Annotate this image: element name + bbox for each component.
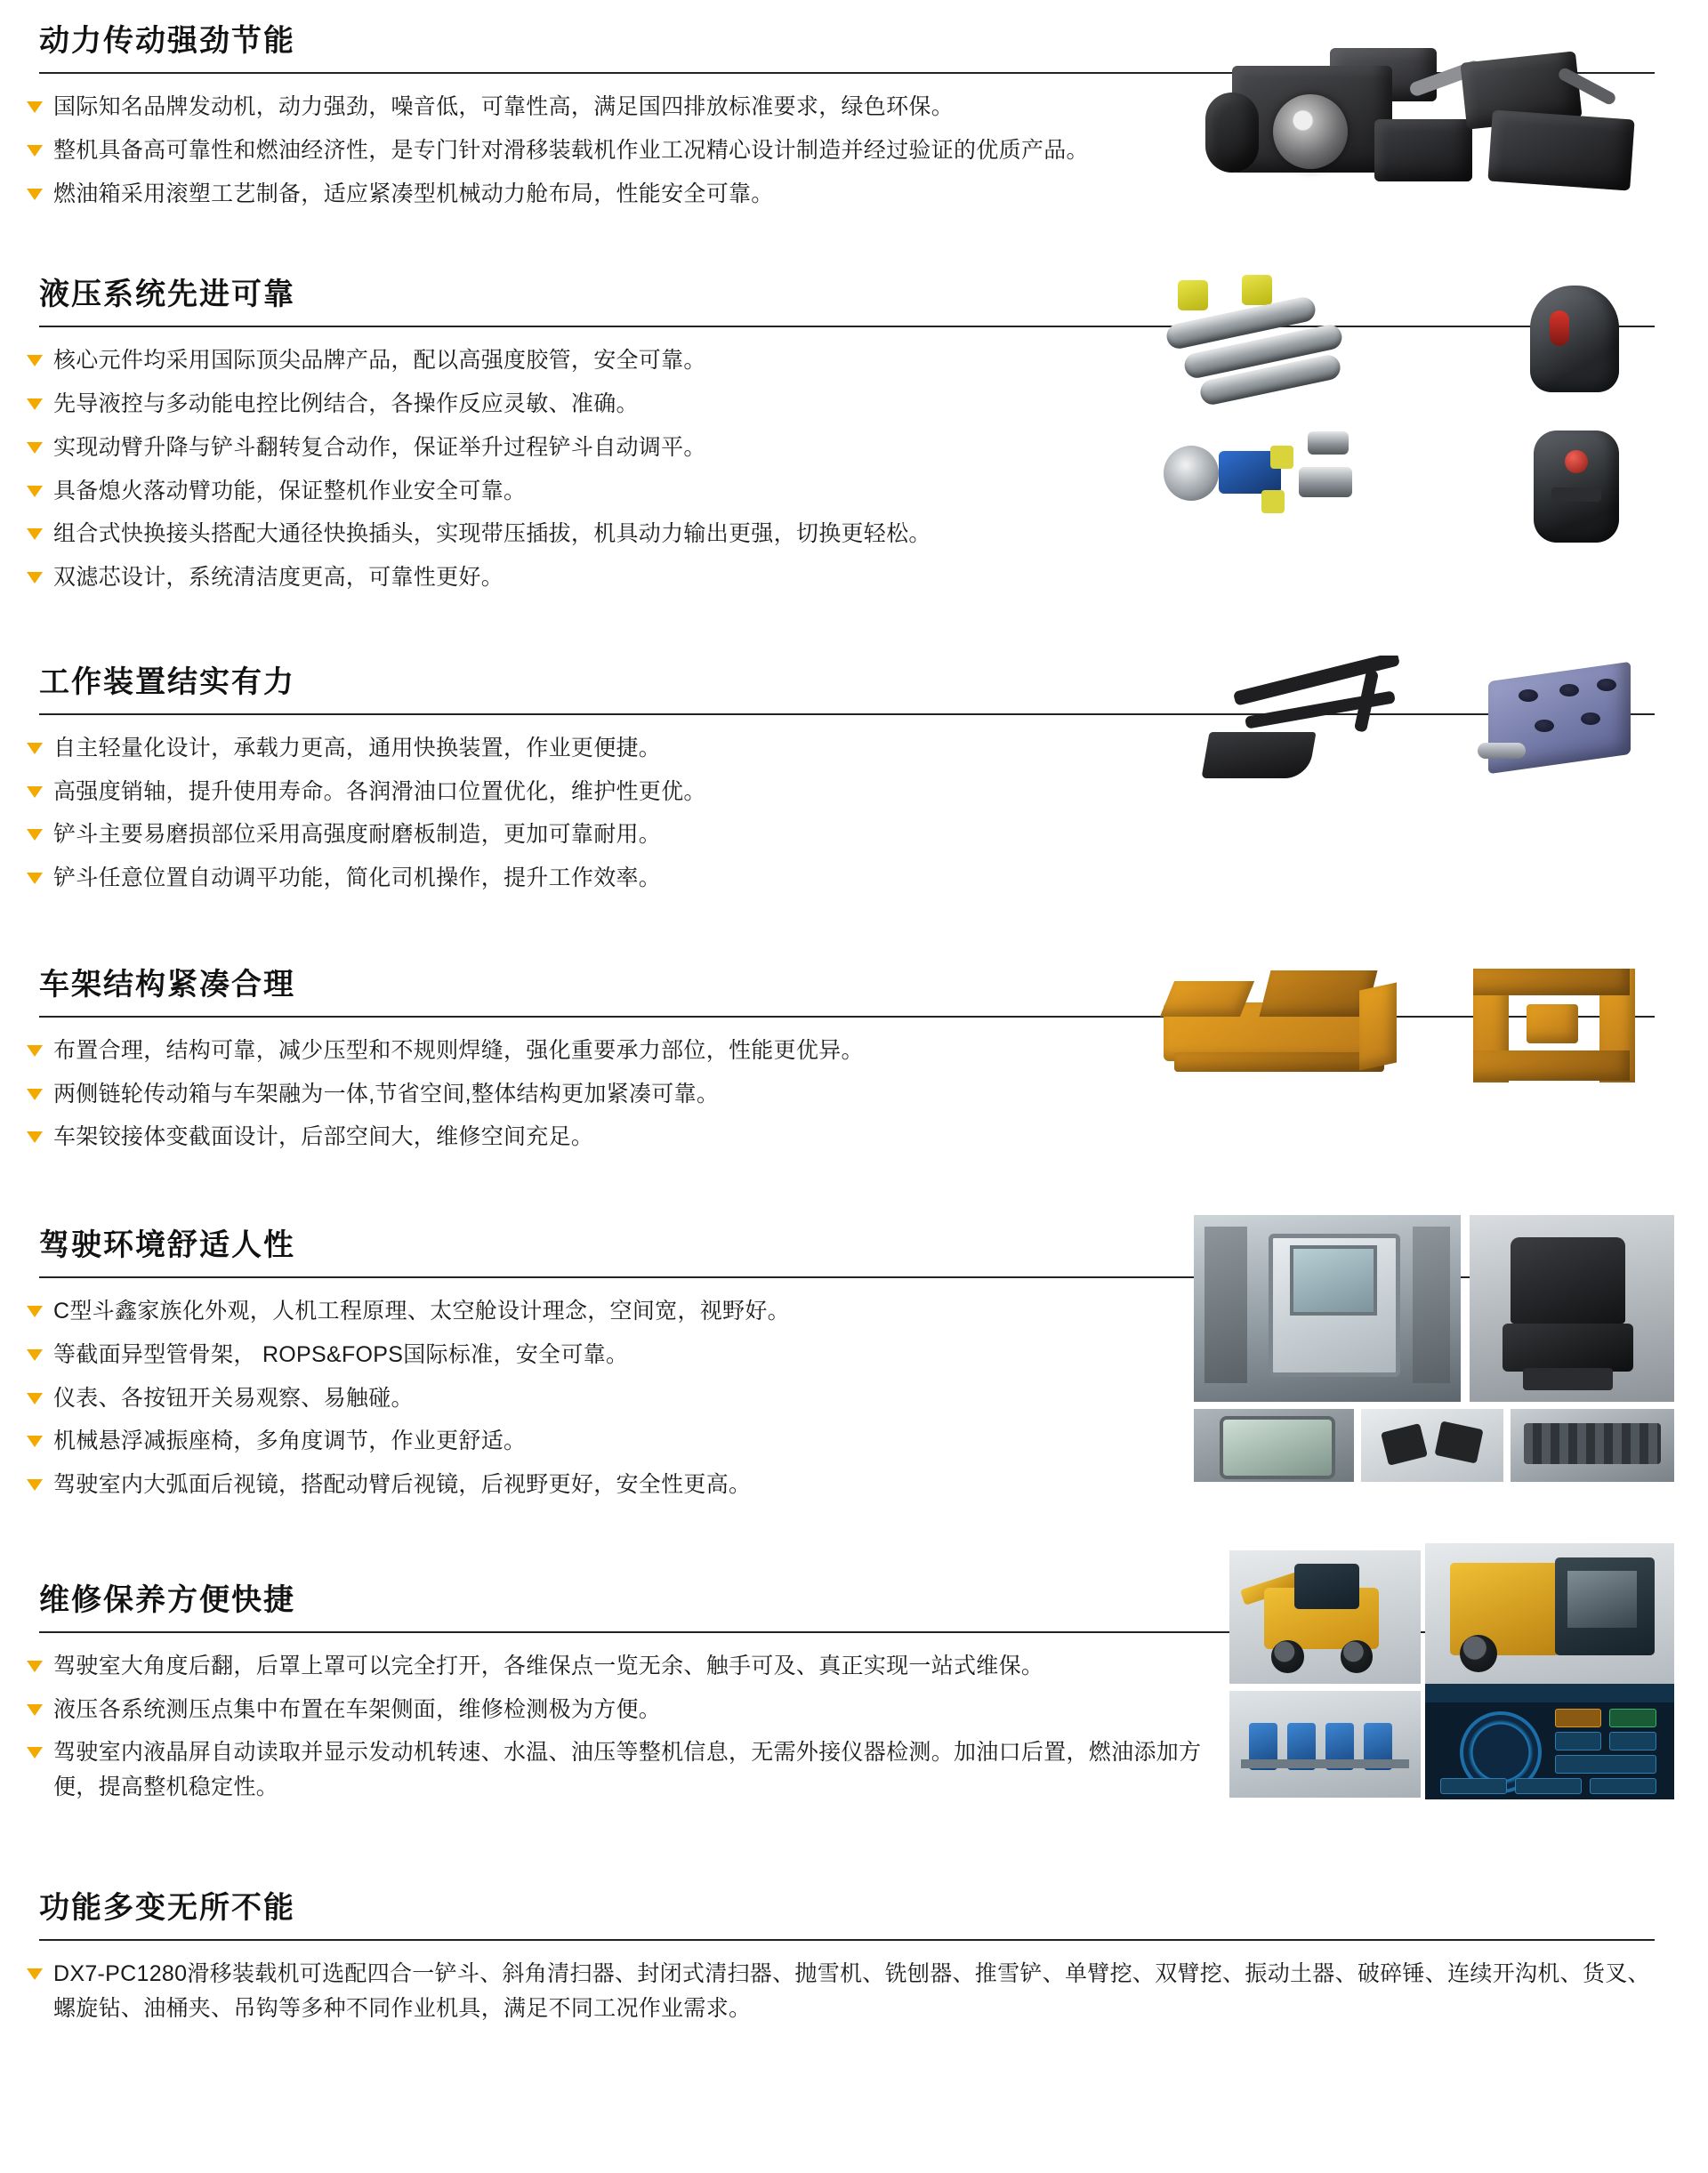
cab-media-group [1194,1215,1674,1473]
section-title: 工作装置结实有力 [39,664,295,699]
boom-linkage-photo [1196,656,1428,789]
section-title: 驾驶环境舒适人性 [39,1228,295,1262]
section-title: 动力传动强劲节能 [39,24,295,58]
bullet-text: 铲斗任意位置自动调平功能，简化司机操作，提升工作效率。 [53,865,662,890]
list-item [12,560,1237,604]
lcd-display-photo [1425,1684,1674,1799]
bullet-text: 铲斗主要易磨损部位采用高强度耐磨板制造，更加可靠耐用。 [53,822,662,848]
bullet-text: DX7-PC1280滑移装载机可选配四合一铲斗、斜角清扫器、封闭式清扫器、抛雪机、铣刨器、推雪铲、单臂挖、双臂挖、振动土器、破碎锤、连续开沟机、货叉、螺旋钻、油桶夹、吊钩等多种不同作业机具，满足不同工况作业需求。 [53,1960,1650,2021]
list-item [12,431,1237,474]
bullet-text: 车架铰接体变截面设计，后部空间大，维修空间充足。 [53,1124,594,1150]
engine-assembly-photo [1196,39,1659,208]
section-power-transmission [0,0,1708,220]
list-item [12,343,1237,387]
triangle-bullet-icon [27,1661,43,1672]
list-item [12,1381,1237,1425]
triangle-bullet-icon [27,1747,43,1759]
section-maintenance [0,1511,1708,1814]
list-item [12,177,1237,221]
dashboard-photo [1511,1409,1674,1482]
list-item [12,1294,1237,1338]
bullet-text: 仪表、各按钮开关易观察、易触碰。 [53,1385,414,1411]
triangle-bullet-icon [27,1393,43,1404]
bullet-text: 实现动臂升降与铲斗翻转复合动作，保证举升过程铲斗自动调平。 [53,434,706,460]
bullet-text: 燃油箱采用滚塑工艺制备，适应紧凑型机械动力舱布局，性能安全可靠。 [53,181,774,206]
triangle-bullet-icon [27,1131,43,1143]
list-item [12,90,1237,133]
list-item [12,1338,1237,1381]
work-equipment-media-group [1196,656,1659,807]
bullet-text: 两侧链轮传动箱与车架融为一体,节省空间,整体结构更加紧凑可靠。 [53,1081,720,1107]
triangle-bullet-icon [27,1349,43,1361]
triangle-bullet-icon [27,189,43,200]
list-item [12,387,1237,431]
list-item [12,1120,1237,1163]
open-hood-photo [1425,1543,1674,1684]
bullet-text: 驾驶室内液晶屏自动读取并显示发动机转速、水温、油压等整机信息，无需外接仪器检测。加油口后置，燃油添加方便，提高整机稳定性。 [53,1740,1202,1799]
list-item [12,1468,1237,1511]
valve-block-photo [1472,657,1659,791]
triangle-bullet-icon [27,1968,43,1980]
test-ports-photo [1229,1691,1421,1798]
section-title: 液压系统先进可靠 [39,278,295,312]
triangle-bullet-icon [27,398,43,410]
bullet-text: 布置合理，结构可靠，减少压型和不规则焊缝，强化重要承力部位，性能更优异。 [53,1037,864,1063]
rear-frame-photo [1452,956,1656,1095]
tilted-cab-photo [1229,1550,1421,1684]
triangle-bullet-icon [27,1306,43,1317]
list-item [12,861,1237,905]
control-handle-photo [1503,420,1655,553]
list-item [12,817,1237,861]
bullet-text: 先导液控与多动能电控比例结合，各操作反应灵敏、准确。 [53,391,639,416]
list-item [12,517,1237,560]
bullet-text: 具备熄火落动臂功能，保证整机作业安全可靠。 [53,478,527,503]
triangle-bullet-icon [27,528,43,540]
bullet-text: 机械悬浮减振座椅，多角度调节，作业更舒适。 [53,1429,527,1454]
list-item [12,1424,1237,1468]
suspension-seat-photo [1470,1215,1674,1402]
joystick-photo [1503,268,1655,410]
list-item [12,1649,1237,1693]
triangle-bullet-icon [27,786,43,798]
triangle-bullet-icon [27,873,43,884]
bullet-text: 国际知名品牌发动机，动力强劲，噪音低，可靠性高，满足国四排放标准要求，绿色环保。 [53,94,955,119]
triangle-bullet-icon [27,442,43,454]
maintenance-media-group [1229,1550,1674,1817]
bullet-text: 自主轻量化设计，承载力更高，通用快换装置，作业更便捷。 [53,735,662,761]
list-item [12,1735,1237,1814]
bullet-text: 核心元件均采用国际顶尖品牌产品，配以高强度胶管，安全可靠。 [53,348,706,374]
triangle-bullet-icon [27,572,43,583]
hydraulic-valve-photo [1156,273,1361,406]
triangle-bullet-icon [27,829,43,841]
cab-interior-photo [1194,1215,1461,1402]
section-cab-environment [0,1163,1708,1511]
bullet-text: 液压各系统测压点集中布置在车架侧面，维修检测极为方便。 [53,1696,662,1722]
list-item [12,133,1237,177]
main-frame-photo [1158,960,1416,1093]
hydraulic-media-group [1156,273,1655,567]
pedal-photo [1361,1409,1503,1482]
triangle-bullet-icon [27,486,43,497]
list-item [12,474,1237,518]
engine-media-group [1196,39,1659,208]
triangle-bullet-icon [27,101,43,113]
bullet-list [0,1941,1708,2035]
quick-coupler-photo [1156,415,1361,540]
bullet-text: 整机具备高可靠性和燃油经济性，是专门针对滑移装载机作业工况精心设计制造并经过验证的优质产品。 [53,137,1089,163]
triangle-bullet-icon [27,1436,43,1447]
section-title: 功能多变无所不能 [39,1890,295,1925]
section-title: 维修保养方便快捷 [39,1582,295,1617]
bullet-text: C型斗鑫家族化外观，人机工程原理、太空舱设计理念，空间宽，视野好。 [53,1299,790,1324]
list-item [12,731,1237,775]
triangle-bullet-icon [27,355,43,366]
list-item [12,1077,1237,1121]
section-frame-structure [0,905,1708,1163]
bullet-text: 组合式快换接头搭配大通径快换插头，实现带压插拔，机具动力输出更强，切换更轻松。 [53,521,931,547]
bullet-text: 高强度销轴，提升使用寿命。各润滑油口位置优化，维护性更优。 [53,778,706,804]
section-versatility [0,1814,1708,2035]
frame-media-group [1158,960,1656,1102]
list-item [12,1034,1237,1077]
list-item [12,1957,1655,2035]
bullet-text: 等截面异型管骨架， ROPS&FOPS国际标准，安全可靠。 [53,1341,629,1367]
bullet-text: 驾驶室大角度后翻，后罩上罩可以完全打开，各维保点一览无余、触手可及、真正实现一站式维保。 [53,1653,1044,1678]
list-item [12,1693,1237,1736]
triangle-bullet-icon [27,743,43,754]
triangle-bullet-icon [27,145,43,157]
section-title: 车架结构紧凑合理 [39,967,295,1002]
bullet-text: 双滤芯设计，系统清洁度更高，可靠性更好。 [53,565,504,590]
triangle-bullet-icon [27,1045,43,1057]
triangle-bullet-icon [27,1089,43,1100]
cab-topview-photo [1194,1409,1354,1482]
section-hydraulic-system [0,220,1708,604]
bullet-text: 驾驶室内大弧面后视镜，搭配动臂后视镜，后视野更好，安全性更高。 [53,1472,752,1497]
triangle-bullet-icon [27,1479,43,1491]
list-item [12,775,1237,818]
section-work-equipment [0,604,1708,905]
triangle-bullet-icon [27,1704,43,1716]
